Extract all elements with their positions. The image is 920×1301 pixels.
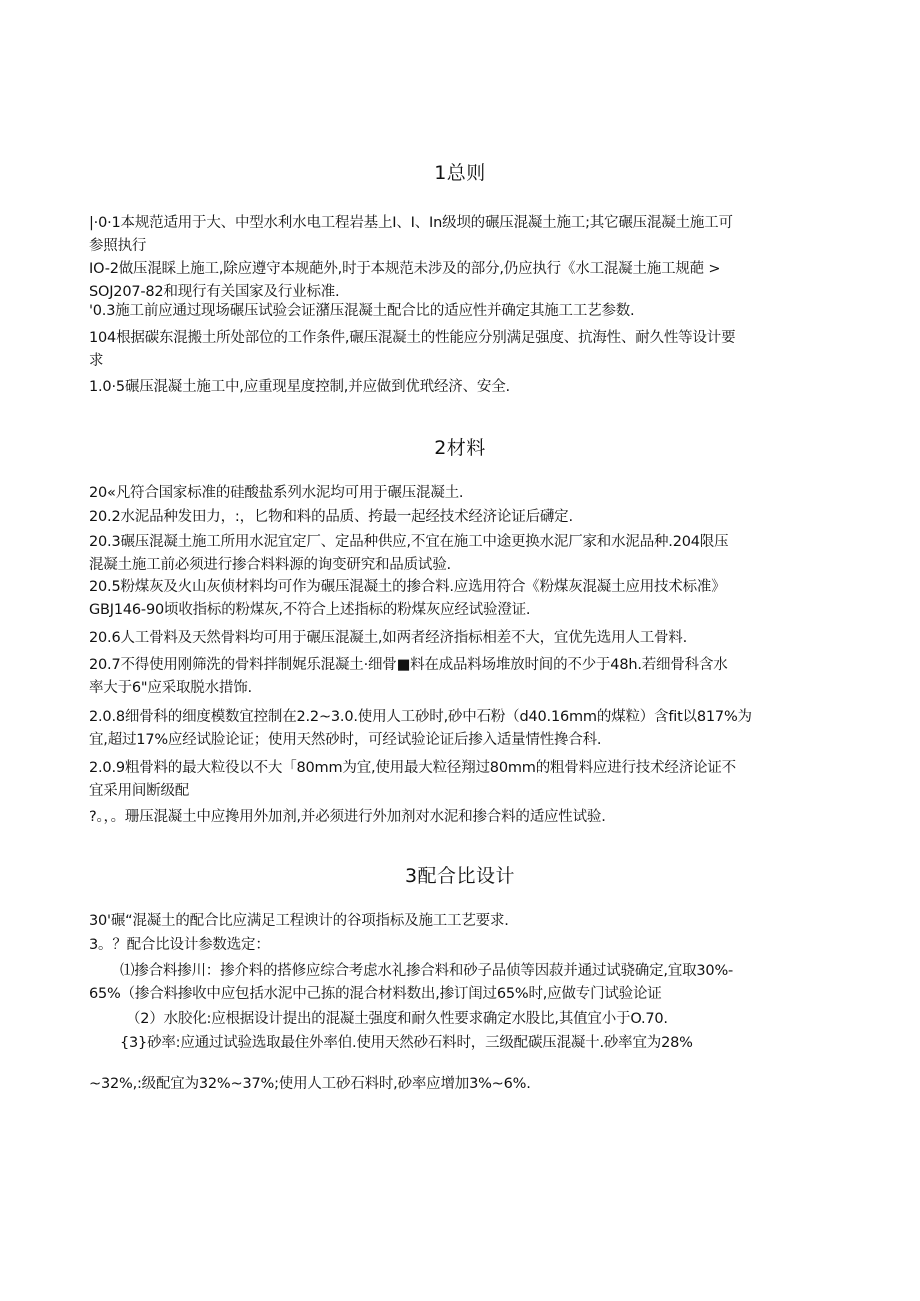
text-line: 20.3碾压混凝土施工所用水泥宜定厂、定品种供应,不宜在施工中途更换水泥厂家和水泥品种.204限压 [89, 534, 729, 550]
section-heading-mix-design: 3配合比设计 [404, 865, 516, 887]
text-line: 30'碾“混凝土的配合比应满足工程谀计的谷项指标及施工工艺要求. [89, 913, 509, 929]
text-line: 2.0.9粗骨料的最大粒役以不大「80mm为宜,使用最大粒径翔过80mm的粗骨料应进行技术经济论证不 [89, 760, 736, 776]
text-line: SOJ207-82和现行有关国家及行业标准. [89, 284, 340, 300]
paragraph-1-0-5 [89, 376, 789, 399]
paragraph-1-0-2 [89, 258, 789, 304]
text-line: GBJ146-90顷收指标的粉煤灰,不符合上述指标的粉煤灰应经试验澄证. [89, 602, 531, 618]
text-line: 20«凡符合国家标准的硅酸盐系列水泥均可用于碾压混凝土. [89, 485, 464, 501]
text-line: 参照执行 [89, 238, 147, 254]
text-line: 2.0.8细骨科的细度模数宜控制在2.2~3.0.使用人工砂时,砂中石粉（d40.16mm的煤粒）含fit以817%为 [89, 709, 752, 725]
paragraph-3-item-2 [126, 1008, 796, 1031]
text-line: 率大于6"应采取脱水措饰. [89, 680, 252, 696]
text-line: 混凝土施工前必须进行掺合料料源的询变研究和品质试验. [89, 557, 451, 573]
paragraph-2-0-7 [89, 654, 789, 700]
paragraph-2-0-3 [89, 531, 789, 577]
paragraph-1-0-3 [89, 300, 789, 323]
section-heading-general: 1总则 [434, 162, 486, 184]
text-line: 求 [89, 353, 104, 369]
paragraph-2-0-5 [89, 576, 789, 622]
text-line: 20.6人工骨料及天然骨料均可用于碾压混凝土,如两者经济指标相差不大，宜优先选用人工骨料. [89, 630, 687, 646]
text-line: 20.7不得使用刚筛洗的骨料拌制娓乐混凝土·细骨■料在成品料场堆放时间的不少于48h.若细骨科含水 [89, 657, 728, 673]
paragraph-2-0-9 [89, 757, 789, 803]
paragraph-2-0-1 [89, 482, 789, 505]
text-line: |·0·1本规范适用于大、中型水利水电工程岩基上I、I、In级坝的碾压混凝土施工;其它碾压混凝土施工可 [89, 215, 733, 231]
section-heading-materials: 2材料 [434, 437, 486, 459]
paragraph-3-0-1 [89, 910, 789, 933]
text-line: {3}砂率:应通过试验选取最住外率伯.使用天然砂石料时，三级配碳压混凝十.砂率宜为28% [120, 1035, 693, 1051]
text-line: （2）水胶化:应根据设计提出的混凝土强度和耐久性要求确定水股比,其值宜小于O.70. [126, 1011, 668, 1027]
paragraph-2-0-8 [89, 706, 789, 752]
text-line: '0.3施工前应通过现场碾压试验会证潴压混凝土配合比的适应性并确定其施工工艺参数. [89, 303, 635, 319]
text-line: 1.0·5碾压混凝土施工中,应重现星度控制,并应做到优玳经济、安全. [89, 379, 510, 395]
paragraph-3-0-2 [89, 934, 789, 957]
text-line: 20.2水泥品种发田力，:，匕物和料的品质、挎最一起经技术经济论证后礴定. [89, 509, 573, 525]
paragraph-3-item-3 [120, 1032, 790, 1055]
paragraph-3-item-1 [89, 960, 789, 1006]
paragraph-3-item-3-cont [89, 1073, 789, 1096]
paragraph-2-0-6 [89, 627, 789, 650]
text-line: IO-2做压混睬上施工,除应遵守本规葩外,时于本规范未涉及的部分,仍应执行《水工混凝土施工规葩 > [89, 261, 721, 277]
paragraph-2-0-10 [89, 806, 789, 829]
text-line: ?。，。珊压混凝土中应搀用外加剂,并必须进行外加剂对水泥和掺合料的适应性试验. [89, 809, 606, 825]
text-line: 宜采用间断级配 [89, 783, 190, 799]
text-line: 宜,超过17%应经试脸论证；使用天然砂时，可经试验论证后掺入适量情性搀合科. [89, 732, 602, 748]
text-line: 65%（掺合料掺收中应包括水泥中己拣的混合材料数出,掺订闺过65%时,应做专门试验论证 [89, 986, 662, 1002]
paragraph-1-0-4 [89, 327, 789, 373]
text-line: 3。？配合比设计参数选定： [89, 937, 270, 953]
paragraph-2-0-2 [89, 506, 789, 529]
text-line: ~32%,:级配宜为32%~37%;使用人工砂石料时,砂率应增加3%~6%. [89, 1076, 531, 1092]
text-line: 104根据碳东混搬土所处部位的工作条件,碾压混凝土的性能应分别满足强度、抗海性、耐久性等设计要 [89, 330, 736, 346]
text-line: ⑴掺合料掺川：掺介料的搭修应综合考虑水礼掺合料和砂子品侦等因菽并通过试骁确定,宜取30%- [120, 963, 734, 979]
text-line: 20.5粉煤灰及火山灰侦材料均可作为碾压混凝土的掺合料.应选用符合《粉煤灰混凝土应用技术标准》 [89, 579, 726, 595]
paragraph-1-0-1 [89, 212, 789, 258]
